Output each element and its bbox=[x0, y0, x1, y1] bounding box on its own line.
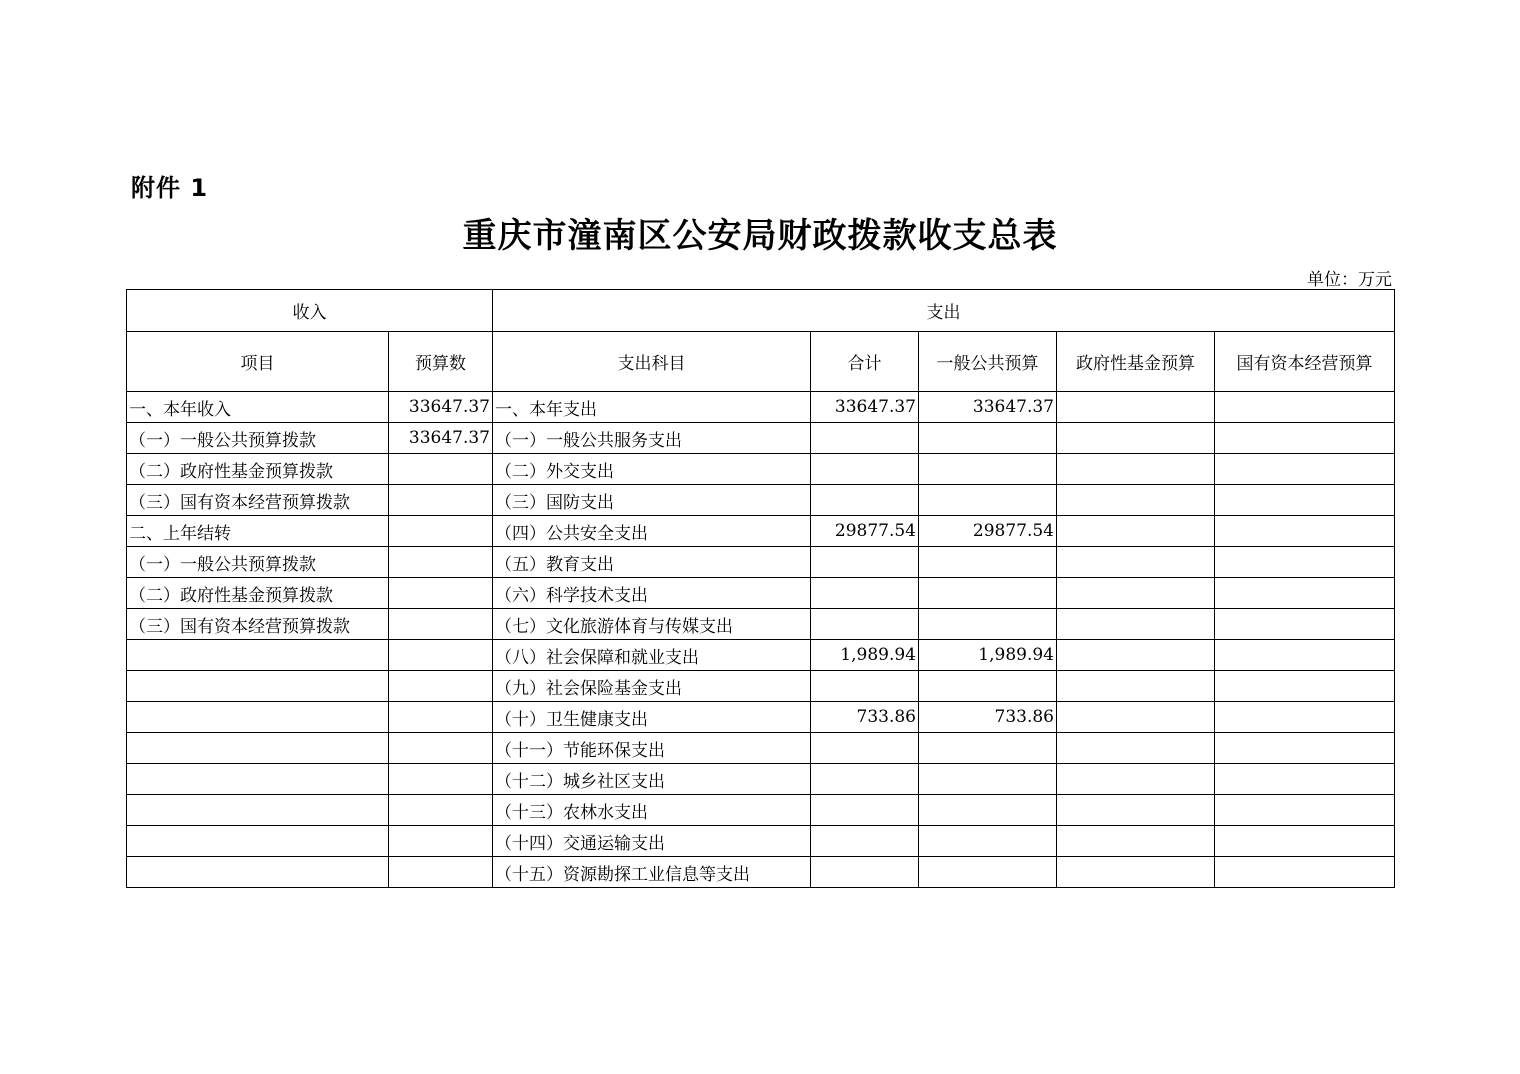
column-header-item: 项目 bbox=[127, 332, 389, 392]
budget-cell bbox=[389, 547, 493, 578]
subject-cell: （一）一般公共服务支出 bbox=[493, 423, 811, 454]
budget-cell bbox=[389, 454, 493, 485]
budget-cell bbox=[389, 826, 493, 857]
general-budget-cell bbox=[919, 454, 1057, 485]
item-cell bbox=[127, 857, 389, 888]
item-cell bbox=[127, 795, 389, 826]
item-cell: 一、本年收入 bbox=[127, 392, 389, 423]
general-budget-cell bbox=[919, 578, 1057, 609]
table-row bbox=[127, 640, 1395, 671]
item-cell bbox=[127, 671, 389, 702]
subject-cell: （十四）交通运输支出 bbox=[493, 826, 811, 857]
table-row bbox=[127, 609, 1395, 640]
state-capital-cell bbox=[1215, 454, 1395, 485]
gov-fund-cell bbox=[1057, 454, 1215, 485]
subject-cell: （二）外交支出 bbox=[493, 454, 811, 485]
gov-fund-cell bbox=[1057, 733, 1215, 764]
table-row bbox=[127, 702, 1395, 733]
table-row bbox=[127, 392, 1395, 423]
table-row bbox=[127, 857, 1395, 888]
gov-fund-cell bbox=[1057, 702, 1215, 733]
budget-cell bbox=[389, 795, 493, 826]
item-cell bbox=[127, 764, 389, 795]
subject-cell: （六）科学技术支出 bbox=[493, 578, 811, 609]
state-capital-cell bbox=[1215, 578, 1395, 609]
general-budget-cell: 33647.37 bbox=[919, 392, 1057, 423]
state-capital-cell bbox=[1215, 423, 1395, 454]
state-capital-cell bbox=[1215, 795, 1395, 826]
item-cell: （二）政府性基金预算拨款 bbox=[127, 578, 389, 609]
item-cell bbox=[127, 640, 389, 671]
state-capital-cell bbox=[1215, 702, 1395, 733]
state-capital-cell bbox=[1215, 671, 1395, 702]
table-row bbox=[127, 578, 1395, 609]
column-header-general: 一般公共预算 bbox=[919, 332, 1057, 392]
state-capital-cell bbox=[1215, 764, 1395, 795]
item-cell bbox=[127, 733, 389, 764]
state-capital-cell bbox=[1215, 857, 1395, 888]
table-row bbox=[127, 423, 1395, 454]
total-cell bbox=[811, 609, 919, 640]
general-budget-cell bbox=[919, 609, 1057, 640]
gov-fund-cell bbox=[1057, 764, 1215, 795]
table-row bbox=[127, 547, 1395, 578]
item-cell: （一）一般公共预算拨款 bbox=[127, 423, 389, 454]
gov-fund-cell bbox=[1057, 857, 1215, 888]
subject-cell: （三）国防支出 bbox=[493, 485, 811, 516]
subject-cell: （十五）资源勘探工业信息等支出 bbox=[493, 857, 811, 888]
item-cell: （一）一般公共预算拨款 bbox=[127, 547, 389, 578]
total-cell: 29877.54 bbox=[811, 516, 919, 547]
gov-fund-cell bbox=[1057, 578, 1215, 609]
budget-cell bbox=[389, 485, 493, 516]
gov-fund-cell bbox=[1057, 392, 1215, 423]
state-capital-cell bbox=[1215, 640, 1395, 671]
total-cell bbox=[811, 671, 919, 702]
budget-cell bbox=[389, 609, 493, 640]
subject-cell: （八）社会保障和就业支出 bbox=[493, 640, 811, 671]
general-budget-cell: 733.86 bbox=[919, 702, 1057, 733]
general-budget-cell bbox=[919, 795, 1057, 826]
general-budget-cell bbox=[919, 857, 1057, 888]
column-header-budget: 预算数 bbox=[389, 332, 493, 392]
gov-fund-cell bbox=[1057, 516, 1215, 547]
table-row bbox=[127, 733, 1395, 764]
item-cell: （三）国有资本经营预算拨款 bbox=[127, 609, 389, 640]
item-cell: （二）政府性基金预算拨款 bbox=[127, 454, 389, 485]
column-header-subject: 支出科目 bbox=[493, 332, 811, 392]
gov-fund-cell bbox=[1057, 795, 1215, 826]
header-expense: 支出 bbox=[493, 290, 1395, 332]
total-cell bbox=[811, 857, 919, 888]
subject-cell: （十三）农林水支出 bbox=[493, 795, 811, 826]
general-budget-cell bbox=[919, 764, 1057, 795]
unit-label: 单位：万元 bbox=[1307, 270, 1392, 290]
budget-table bbox=[126, 289, 1395, 888]
subject-cell: （十）卫生健康支出 bbox=[493, 702, 811, 733]
table-header-row-2 bbox=[127, 332, 1395, 392]
column-header-total: 合计 bbox=[811, 332, 919, 392]
item-cell bbox=[127, 702, 389, 733]
subject-cell: （十一）节能环保支出 bbox=[493, 733, 811, 764]
item-cell: （三）国有资本经营预算拨款 bbox=[127, 485, 389, 516]
attachment-label: 附件 1 bbox=[131, 174, 209, 202]
total-cell bbox=[811, 733, 919, 764]
total-cell: 733.86 bbox=[811, 702, 919, 733]
table-row bbox=[127, 795, 1395, 826]
table-row bbox=[127, 826, 1395, 857]
budget-cell bbox=[389, 733, 493, 764]
gov-fund-cell bbox=[1057, 609, 1215, 640]
total-cell bbox=[811, 795, 919, 826]
subject-cell: 一、本年支出 bbox=[493, 392, 811, 423]
column-header-state-capital: 国有资本经营预算 bbox=[1215, 332, 1395, 392]
budget-cell bbox=[389, 640, 493, 671]
gov-fund-cell bbox=[1057, 547, 1215, 578]
general-budget-cell: 1,989.94 bbox=[919, 640, 1057, 671]
general-budget-cell bbox=[919, 826, 1057, 857]
table-row bbox=[127, 454, 1395, 485]
gov-fund-cell bbox=[1057, 640, 1215, 671]
total-cell bbox=[811, 578, 919, 609]
subject-cell: （十二）城乡社区支出 bbox=[493, 764, 811, 795]
subject-cell: （九）社会保险基金支出 bbox=[493, 671, 811, 702]
column-header-gov-fund: 政府性基金预算 bbox=[1057, 332, 1215, 392]
state-capital-cell bbox=[1215, 547, 1395, 578]
state-capital-cell bbox=[1215, 609, 1395, 640]
total-cell bbox=[811, 547, 919, 578]
state-capital-cell bbox=[1215, 826, 1395, 857]
table-row bbox=[127, 764, 1395, 795]
total-cell bbox=[811, 423, 919, 454]
state-capital-cell bbox=[1215, 516, 1395, 547]
budget-cell: 33647.37 bbox=[389, 423, 493, 454]
table-row bbox=[127, 671, 1395, 702]
budget-cell bbox=[389, 671, 493, 702]
total-cell bbox=[811, 826, 919, 857]
general-budget-cell bbox=[919, 671, 1057, 702]
total-cell: 33647.37 bbox=[811, 392, 919, 423]
total-cell bbox=[811, 454, 919, 485]
subject-cell: （七）文化旅游体育与传媒支出 bbox=[493, 609, 811, 640]
subject-cell: （五）教育支出 bbox=[493, 547, 811, 578]
table-header-row-1 bbox=[127, 290, 1395, 332]
general-budget-cell bbox=[919, 733, 1057, 764]
header-income: 收入 bbox=[127, 290, 493, 332]
general-budget-cell bbox=[919, 547, 1057, 578]
state-capital-cell bbox=[1215, 485, 1395, 516]
table-row bbox=[127, 516, 1395, 547]
subject-cell: （四）公共安全支出 bbox=[493, 516, 811, 547]
state-capital-cell bbox=[1215, 392, 1395, 423]
total-cell bbox=[811, 485, 919, 516]
budget-cell bbox=[389, 764, 493, 795]
page-title: 重庆市潼南区公安局财政拨款收支总表 bbox=[462, 216, 1058, 256]
budget-cell bbox=[389, 857, 493, 888]
budget-cell: 33647.37 bbox=[389, 392, 493, 423]
item-cell bbox=[127, 826, 389, 857]
gov-fund-cell bbox=[1057, 485, 1215, 516]
state-capital-cell bbox=[1215, 733, 1395, 764]
total-cell bbox=[811, 764, 919, 795]
general-budget-cell bbox=[919, 485, 1057, 516]
item-cell: 二、上年结转 bbox=[127, 516, 389, 547]
gov-fund-cell bbox=[1057, 826, 1215, 857]
budget-cell bbox=[389, 516, 493, 547]
gov-fund-cell bbox=[1057, 671, 1215, 702]
general-budget-cell: 29877.54 bbox=[919, 516, 1057, 547]
gov-fund-cell bbox=[1057, 423, 1215, 454]
budget-cell bbox=[389, 578, 493, 609]
total-cell: 1,989.94 bbox=[811, 640, 919, 671]
general-budget-cell bbox=[919, 423, 1057, 454]
budget-cell bbox=[389, 702, 493, 733]
table-row bbox=[127, 485, 1395, 516]
